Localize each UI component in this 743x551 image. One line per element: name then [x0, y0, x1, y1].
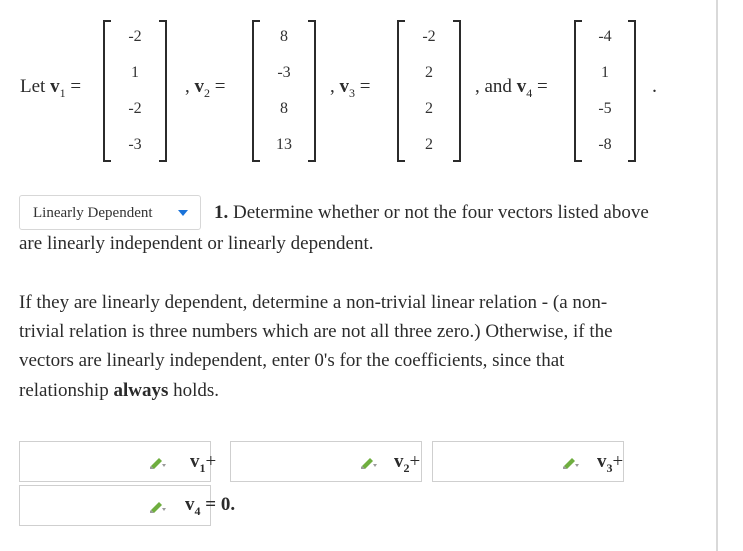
v4-entry: -8	[598, 136, 612, 153]
v3-entry: -2	[422, 28, 436, 45]
v2-label: , $v_2$ =	[185, 76, 226, 100]
v3-term: $v_3+$	[597, 451, 624, 475]
v3-entry: 2	[425, 100, 433, 117]
v4-term: $v_4 = 0$.	[185, 494, 236, 518]
v1-entry: 1	[131, 64, 139, 81]
pencil-icon[interactable]	[561, 455, 581, 469]
v4-entry: -5	[598, 100, 612, 117]
v4-entry: -4	[598, 28, 612, 45]
v2-entry: 13	[276, 136, 292, 153]
instructions-line: trivial relation is three numbers which are not all three zero.) Otherwise, if the	[19, 321, 613, 342]
question-1-text: 1. Determine whether or not the four vectors listed above	[214, 202, 649, 223]
v4-label: , and $v_4$ =	[475, 76, 548, 100]
v3-entry: 2	[425, 136, 433, 153]
coefficient-3-input[interactable]	[432, 441, 624, 482]
coefficient-1-input[interactable]	[19, 441, 211, 482]
period: .	[652, 75, 657, 97]
v2-entry: 8	[280, 28, 288, 45]
v2-term: $v_2+$	[394, 451, 421, 475]
dependence-select-value: Linearly Dependent	[33, 205, 153, 221]
pencil-icon[interactable]	[148, 455, 168, 469]
v2-entry: 8	[280, 100, 288, 117]
vector-v1	[103, 20, 167, 162]
instructions-line: vectors are linearly independent, enter 0's for the coefficients, since that	[19, 350, 565, 371]
v2-entry: -3	[277, 64, 291, 81]
pencil-icon[interactable]	[359, 455, 379, 469]
dependence-select[interactable]	[19, 195, 201, 230]
vector-v2	[252, 20, 316, 162]
coefficient-4-input[interactable]	[19, 485, 211, 526]
vector-v4	[574, 20, 636, 162]
v1-entry: -2	[128, 28, 142, 45]
instructions-line: If they are linearly dependent, determine a non-trivial linear relation - (a non-	[19, 292, 608, 313]
instructions-line: relationship always holds.	[19, 380, 220, 401]
panel-right-border	[716, 0, 718, 551]
v4-entry: 1	[601, 64, 609, 81]
v3-label: , $v_3$ =	[330, 76, 371, 100]
v1-entry: -2	[128, 100, 142, 117]
vector-v3	[397, 20, 461, 162]
v1-label: Let $v_1$ =	[20, 76, 82, 100]
v1-term: $v_1+$	[190, 451, 217, 475]
question-1-text-cont: are linearly independent or linearly dependent.	[19, 233, 374, 254]
v3-entry: 2	[425, 64, 433, 81]
chevron-down-icon	[178, 210, 188, 216]
v1-entry: -3	[128, 136, 142, 153]
pencil-icon[interactable]	[148, 499, 168, 513]
